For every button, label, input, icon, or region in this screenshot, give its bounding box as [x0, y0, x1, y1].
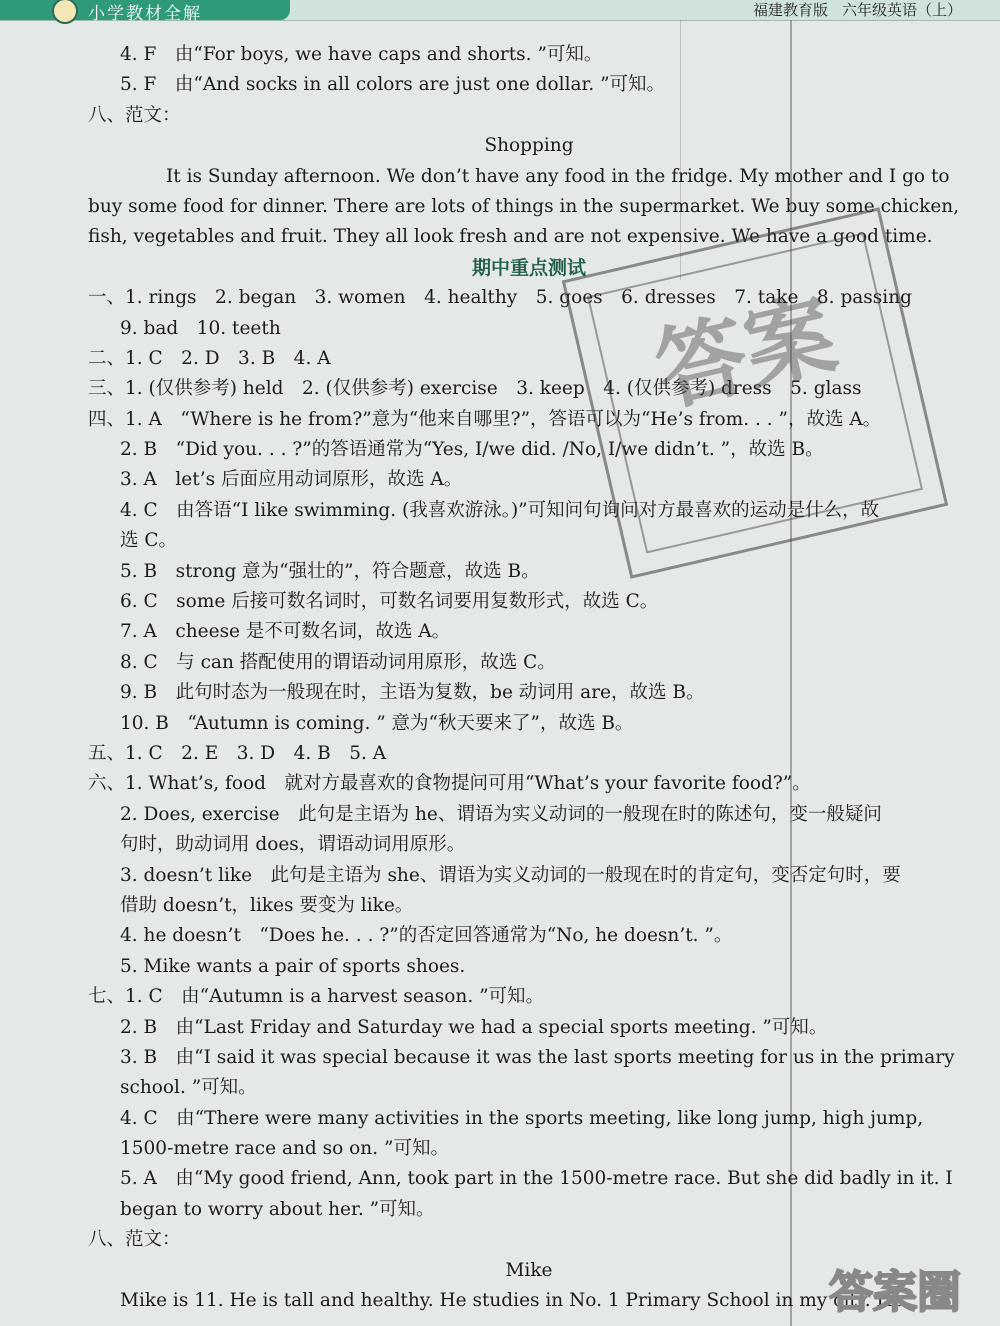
text-line: 5. Mike wants a pair of sports shoes. — [120, 955, 466, 977]
text-line: 8. C 与 can 搭配使用的谓语动词用原形，故选 C。 — [120, 651, 556, 673]
text-line: 9. bad 10. teeth — [120, 317, 281, 339]
text-line: 借助 doesn’t，likes 要变为 like。 — [120, 894, 414, 916]
answer-content — [88, 40, 970, 1316]
text-line: 9. B 此句时态为一般现在时，主语为复数，be 动词用 are，故选 B。 — [120, 682, 705, 704]
text-line: Mike is 11. He is tall and healthy. He studies in No. 1 Primary School in my city. He — [120, 1290, 904, 1312]
page-header — [0, 0, 1000, 24]
watermark-logo: 答案圈 — [829, 1267, 961, 1318]
text-line: 2. B 由“Last Friday and Saturday we had a special sports meeting. ”可知。 — [120, 1016, 828, 1038]
text-line: 句时，助动词用 does，谓语动词用原形。 — [120, 834, 466, 856]
text-line: It is Sunday afternoon. We don’t have any food in the fridge. My mother and I go to — [166, 165, 950, 187]
grade-subject: 六年级英语（上） — [841, 1, 962, 19]
essay-title: Shopping — [484, 135, 574, 157]
text-line: 4. he doesn’t “Does he. . . ?”的否定回答通常为“No, he doesn’t. ”。 — [120, 925, 733, 947]
text-line: 3. B 由“I said it was special because it was the last sports meeting for us in the primary — [120, 1046, 955, 1068]
essay-title: Mike — [505, 1259, 553, 1281]
text-line: 5. B strong 意为“强壮的”，符合题意，故选 B。 — [120, 560, 540, 582]
text-line: 2. Does, exercise 此句是主语为 he、谓语为实义动词的一般现在时的陈述句，变一般疑问 — [120, 803, 882, 825]
text-line: 7. A cheese 是不可数名词，故选 A。 — [120, 621, 451, 643]
text-line: 五、1. C 2. E 3. D 4. B 5. A — [88, 742, 387, 764]
text-line: 5. F 由“And socks in all colors are just one dollar. ”可知。 — [120, 74, 666, 96]
text-line: 4. C 由“There were many activities in the sports meeting, like long jump, high jump, — [120, 1107, 924, 1129]
text-line: 3. A let’s 后面应用动词原形，故选 A。 — [120, 469, 463, 491]
text-line: buy some food for dinner. There are lots of things in the supermarket. We buy some chicken, — [88, 195, 960, 217]
text-line: 选 C。 — [120, 530, 178, 552]
text-line: fish, vegetables and fruit. They all look fresh and are not expensive. We have a good time. — [88, 226, 933, 248]
text-line: 七、1. C 由“Autumn is a harvest season. ”可知。 — [88, 986, 545, 1008]
text-line: 6. C some 后接可数名词时，可数名词要用复数形式，故选 C。 — [120, 591, 659, 613]
text-line: 5. A 由“My good friend, Ann, took part in the 1500-metre race. But she did badly in it. I — [120, 1168, 953, 1190]
text-line: 八、范文： — [88, 1229, 181, 1251]
mascot-icon — [52, 0, 78, 24]
text-line: 4. F 由“For boys, we have caps and shorts. ”可知。 — [120, 44, 603, 65]
text-line: 四、1. A “Where is he from?”意为“他来自哪里?”，答语可以为“He’s from. . . ”，故选 A。 — [88, 408, 882, 430]
stamp-lettering: 答案 — [646, 282, 846, 425]
text-line: school. ”可知。 — [120, 1077, 257, 1099]
text-line: 一、1. rings 2. began 3. women 4. healthy 5. goes 6. dresses 7. take 8. passing — [88, 287, 912, 309]
text-line: began to worry about her. ”可知。 — [120, 1198, 435, 1220]
text-line: 3. doesn’t like 此句是主语为 she、谓语为实义动词的一般现在时的肯定句，变否定句时，要 — [120, 864, 901, 886]
text-line: 六、1. What’s, food 就对方最喜欢的食物提问可用“What’s your favorite food?”。 — [88, 773, 811, 795]
text-line: 4. C 由答语“I like swimming. (我喜欢游泳。)”可知问句询问对方最喜欢的运动是什么，故 — [120, 499, 880, 521]
header-info — [753, 0, 962, 20]
book-title: 小学教材全解 — [88, 4, 202, 24]
text-line: 二、1. C 2. D 3. B 4. A — [88, 347, 331, 369]
text-line: 10. B “Autumn is coming. ” 意为“秋天要来了”，故选 B。 — [120, 712, 634, 734]
header-banner — [0, 0, 290, 24]
text-line: 八、范文： — [88, 104, 181, 126]
text-line: 三、1. (仅供参考) held 2. (仅供参考) exercise 3. keep 4. (仅供参考) dress 5. glass — [88, 378, 862, 400]
publisher: 福建教育版 — [752, 1, 828, 19]
section-title: 期中重点测试 — [471, 256, 586, 279]
text-line: 2. B “Did you. . . ?”的答语通常为“Yes, I/we did. /No, I/we didn’t. ”，故选 B。 — [120, 439, 824, 461]
text-line: 1500-metre race and so on. ”可知。 — [120, 1138, 449, 1160]
